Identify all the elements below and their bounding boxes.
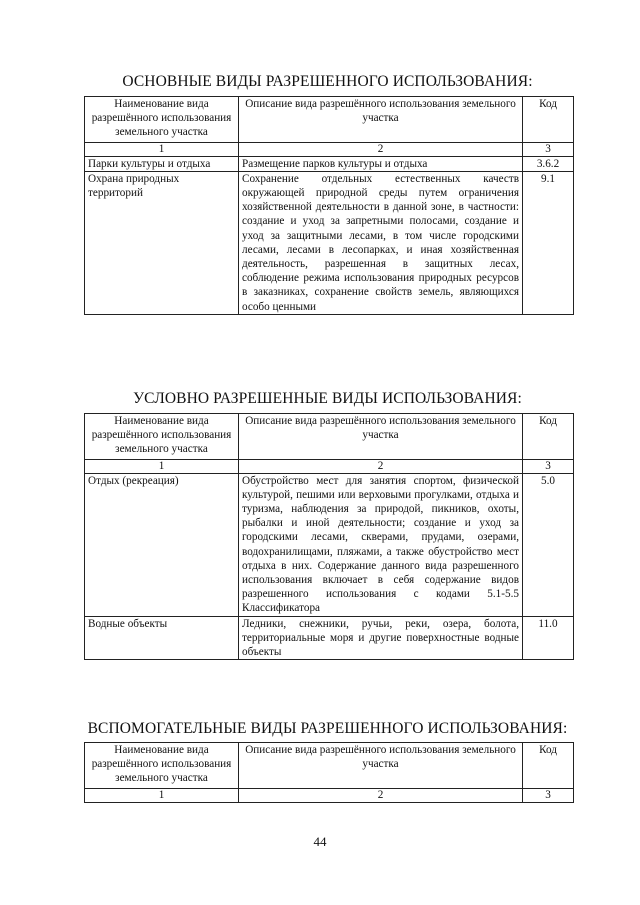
page-number: 44 [313,834,327,849]
main-uses-table [84,96,574,315]
section-title-main: ОСНОВНЫЕ ВИДЫ РАЗРЕШЕННОГО ИСПОЛЬЗОВАНИЯ: [122,73,533,90]
column-number: 3 [523,142,574,156]
column-number: 3 [523,459,574,473]
use-code: 5.0 [523,473,574,616]
header-name: Наименование вида разрешённого использования земельного участка [85,743,239,789]
table-header-row [85,743,574,789]
use-code: 3.6.2 [523,156,574,171]
use-code: 9.1 [523,171,574,314]
table-row [85,171,574,314]
column-number: 2 [239,788,523,802]
header-name: Наименование вида разрешённого использования земельного участка [85,97,239,143]
use-description: Размещение парков культуры и отдыха [239,156,523,171]
use-name: Парки культуры и отдыха [85,156,239,171]
table-row [85,156,574,171]
header-description: Описание вида разрешённого использования земельного участка [239,97,523,143]
use-description: Сохранение отдельных естественных качеств окружающей природной среды путем ограничения хозяйственной деятельности в данной зоне, в частности: создание и уход за запретными полосами, создание и уход за защитными лесами, в том числе городскими лесами, лесами в лесопарках, и иная хозяйственная деятельность, разрешенная в защитных лесах, соблюдение режима использования природных ресурсов в заказниках, сохранение свойств земель, являющихся особо ценными [239,171,523,314]
header-description: Описание вида разрешённого использования земельного участка [239,743,523,789]
column-number-row [85,459,574,473]
table-row [85,473,574,616]
use-description: Обустройство мест для занятия спортом, физической культурой, пешими или верховыми прогулками, отдыха и туризма, наблюдения за природой, пикников, охоты, рыбалки и иной деятельности; создание и уход за городскими лесами, скверами, прудами, озерами, водохранилищами, пляжами, а также обустройство мест отдыха в них. Содержание данного вида разрешенного использования включает в себя содержание видов разрешенного использования с кодами 5.1-5.5 Классификатора [239,473,523,616]
table-row [85,616,574,660]
column-number: 1 [85,788,239,802]
use-name: Отдых (рекреация) [85,473,239,616]
column-number: 1 [85,459,239,473]
auxiliary-uses-table [84,742,574,803]
header-code: Код [523,414,574,460]
table-header-row [85,414,574,460]
section-title-auxiliary: ВСПОМОГАТЕЛЬНЫЕ ВИДЫ РАЗРЕШЕННОГО ИСПОЛЬЗОВАНИЯ: [87,720,568,737]
column-number: 3 [523,788,574,802]
section-title-conditional: УСЛОВНО РАЗРЕШЕННЫЕ ВИДЫ ИСПОЛЬЗОВАНИЯ: [133,390,522,407]
column-number-row [85,788,574,802]
use-name: Охрана природных территорий [85,171,239,314]
table-header-row [85,97,574,143]
header-code: Код [523,743,574,789]
column-number-row [85,142,574,156]
header-name: Наименование вида разрешённого использования земельного участка [85,414,239,460]
use-code: 11.0 [523,616,574,660]
column-number: 2 [239,142,523,156]
use-description: Ледники, снежники, ручьи, реки, озера, болота, территориальные моря и другие поверхностные водные объекты [239,616,523,660]
column-number: 2 [239,459,523,473]
header-description: Описание вида разрешённого использования земельного участка [239,414,523,460]
column-number: 1 [85,142,239,156]
use-name: Водные объекты [85,616,239,660]
conditional-uses-table [84,413,574,660]
header-code: Код [523,97,574,143]
